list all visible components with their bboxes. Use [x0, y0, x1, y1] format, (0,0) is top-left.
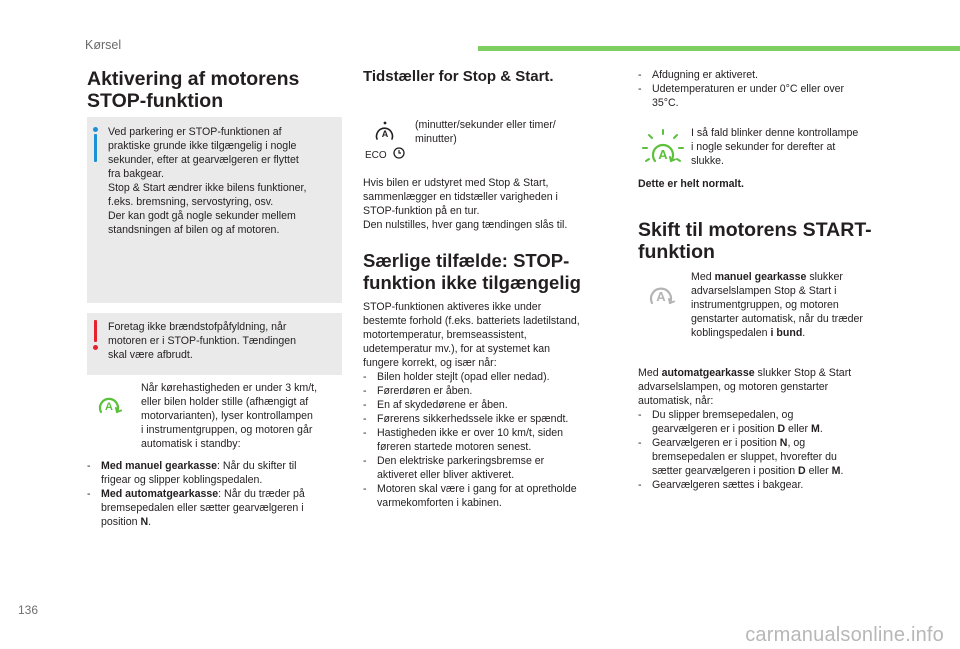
- special-cases-list: [363, 370, 625, 510]
- activation-title: Aktivering af motorens STOP-funktion: [87, 68, 300, 112]
- manual-gearbox-text: Med manuel gearkasse slukker advarselslampen Stop & Start i instrumentgruppen, og motoren genstarter automatisk, når du træder koblingspedalen i bund.: [691, 271, 863, 339]
- warning-icon: [94, 320, 97, 342]
- list-item: - Udetemperaturen er under 0°C eller over 35°C.: [638, 82, 893, 110]
- list-item: - Førerens sikkerhedssele ikke er spændt.: [363, 412, 625, 426]
- list-item: - Gearvælgeren sættes i bakgear.: [638, 478, 900, 492]
- info-box: [87, 117, 342, 303]
- additional-conditions-list: [638, 68, 893, 110]
- start-title: Skift til motorens START- funktion: [638, 219, 872, 263]
- list-item: - Med automatgearkasse: Når du træder på bremsepedalen eller sætter gearvælgeren i position N.: [87, 487, 349, 529]
- info-icon: [93, 127, 98, 132]
- svg-text:A: A: [381, 129, 389, 139]
- stop-start-a-icon: [96, 393, 122, 417]
- counter-title: Tidstæller for Stop & Start.: [363, 68, 554, 85]
- info-text: Ved parkering er STOP-funktionen af praktiske grunde ikke tilgængelig i nogle sekunder, efter at gearvælgeren er flyttet fra bakgear. Stop & Start ændrer ikke bilens funktioner, f.eks. bremsning, servostyring, osv. Der kan godt gå nogle sekunder mellem standsningen af bilen og af motoren.: [108, 126, 307, 236]
- list-item: - Bilen holder stejlt (opad eller nedad).: [363, 370, 625, 384]
- special-cases-title: Særlige tilfælde: STOP- funktion ikke tilgængelig: [363, 250, 581, 293]
- stop-start-off-icon: [646, 282, 676, 308]
- eco-counter-icon: [363, 119, 407, 161]
- warning-text: Foretag ikke brændstofpåfyldning, når motoren er i STOP-funktion. Tændingen skal være afbrudt.: [108, 321, 297, 361]
- list-item: - Motoren skal være i gang for at opretholde varmekomforten i kabinen.: [363, 482, 625, 510]
- list-item: - Den elektriske parkeringsbremse er aktiveret eller bliver aktiveret.: [363, 454, 625, 482]
- warning-box: [87, 313, 342, 375]
- list-item: - Hastigheden ikke er over 10 km/t, siden føreren startede motoren senest.: [363, 426, 625, 454]
- watermark: carmanualsonline.info: [745, 624, 944, 646]
- counter-note: (minutter/sekunder eller timer/ minutter): [415, 119, 556, 145]
- auto-gearbox-intro: Med automatgearkasse slukker Stop & Start advarselslampen, og motoren genstarter automatisk, når:: [638, 367, 852, 407]
- list-item: - Du slipper bremsepedalen, og gearvælgeren er i position D eller M.: [638, 408, 900, 436]
- svg-text:A: A: [105, 401, 113, 413]
- blink-text: I så fald blinker denne kontrollampe i nogle sekunder for derefter at slukke.: [691, 127, 859, 167]
- svg-text:A: A: [658, 147, 668, 162]
- indicator-text: Når kørehastigheden er under 3 km/t, eller bilen holder stille (afhængigt af motorvarianten), lyser kontrollampen i instrumentgruppen, og motoren går automatisk i standby:: [141, 382, 318, 450]
- list-item: - En af skydedørene er åben.: [363, 398, 625, 412]
- page-number: 136: [18, 603, 39, 617]
- normal-note: Dette er helt normalt.: [638, 178, 744, 190]
- section-label: Kørsel: [85, 38, 122, 52]
- blinking-a-icon: [640, 128, 686, 170]
- section-accent-bar: [478, 46, 960, 51]
- auto-gearbox-list: [638, 408, 900, 492]
- list-item: - Førerdøren er åben.: [363, 384, 625, 398]
- svg-text:ECO: ECO: [365, 150, 387, 161]
- standby-conditions-list: [87, 459, 349, 529]
- list-item: - Afdugning er aktiveret.: [638, 68, 893, 82]
- counter-text: Hvis bilen er udstyret med Stop & Start, sammenlægger en tidstæller varigheden i STOP-funktion på en tur. Den nulstilles, hver gang tændingen slås til.: [363, 177, 568, 231]
- special-intro: STOP-funktionen aktiveres ikke under bestemte forhold (f.eks. batteriets ladetilstand, motortemperatur, bremseassistent, udetemperatur mv.), for at systemet kan fungere korrekt, og især når:: [363, 301, 580, 369]
- list-item: - Med manuel gearkasse: Når du skifter til frigear og slipper koblingspedalen.: [87, 459, 349, 487]
- svg-text:A: A: [656, 289, 666, 304]
- list-item: - Gearvælgeren er i position N, og bremsepedalen er sluppet, hvorefter du sætter gearvælgeren i position D eller M.: [638, 436, 900, 478]
